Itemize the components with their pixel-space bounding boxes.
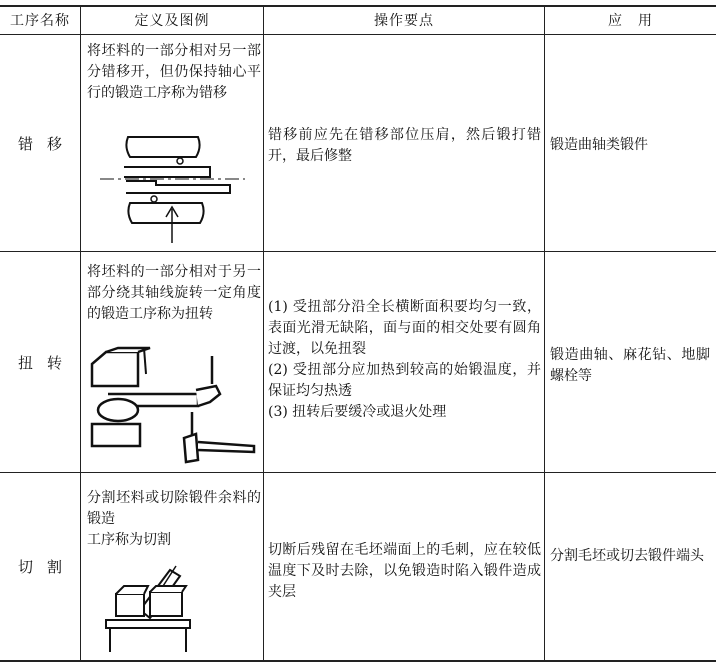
column-divider bbox=[80, 6, 81, 661]
definition-cut: 分割坯料或切除锻件余料的锻造 工序称为切割 bbox=[87, 490, 261, 548]
column-divider bbox=[263, 6, 264, 661]
definition-offset: 将坯料的一部分相对另一部分错移开，但仍保持轴心平行的锻造工序称为错移 bbox=[87, 43, 261, 101]
process-name-twist: 扭转 bbox=[17, 353, 76, 372]
process-name-cut: 切割 bbox=[17, 558, 76, 576]
key-points-offset bbox=[268, 125, 541, 167]
key-points-twist bbox=[268, 297, 541, 423]
header-rule bbox=[0, 34, 716, 35]
application-offset: 锻造曲轴类锻件 bbox=[550, 137, 648, 153]
cutting-diagram-icon bbox=[96, 560, 196, 656]
key-point: 错移前应先在错移部位压肩，然后锻打错开，最后修整 bbox=[268, 127, 541, 164]
definition-twist: 将坯料的一部分相对于另一部分绕其轴线旋转一定角度的锻造工序称为扭转 bbox=[87, 264, 261, 322]
key-point: 切断后残留在毛坯端面上的毛刺，应在较低温度下及时去除，以免锻造时陷入锻件造成夹层 bbox=[268, 542, 541, 600]
key-point: (3) 扭转后要缓冷或退火处理 bbox=[268, 404, 447, 420]
header-key-points: 操作要点 bbox=[374, 13, 434, 29]
row-divider bbox=[0, 251, 716, 252]
column-divider bbox=[544, 6, 545, 661]
key-point: (1) 受扭部分沿全长横断面积要均匀一致，表面光滑无缺陷，面与面的相交处要有圆角过渡，以免扭裂 bbox=[268, 299, 541, 357]
header-process-name: 工序名称 bbox=[10, 13, 70, 29]
application-twist: 锻造曲轴、麻花钻、地脚螺栓等 bbox=[550, 347, 710, 384]
key-point: (2) 受扭部分应加热到较高的始锻温度，并保证均匀热透 bbox=[268, 362, 541, 399]
header-definition: 定义及图例 bbox=[134, 13, 210, 29]
row-divider bbox=[0, 472, 716, 473]
process-name-offset: 错移 bbox=[17, 134, 76, 153]
key-points-cut bbox=[268, 540, 541, 603]
header-application: 应 用 bbox=[608, 13, 653, 29]
twisting-diagram-icon bbox=[88, 346, 260, 466]
application-cut: 分割毛坯或切去锻件端头 bbox=[550, 548, 704, 564]
offset-forging-diagram-icon bbox=[100, 125, 250, 245]
table-bottom-rule bbox=[0, 660, 716, 662]
